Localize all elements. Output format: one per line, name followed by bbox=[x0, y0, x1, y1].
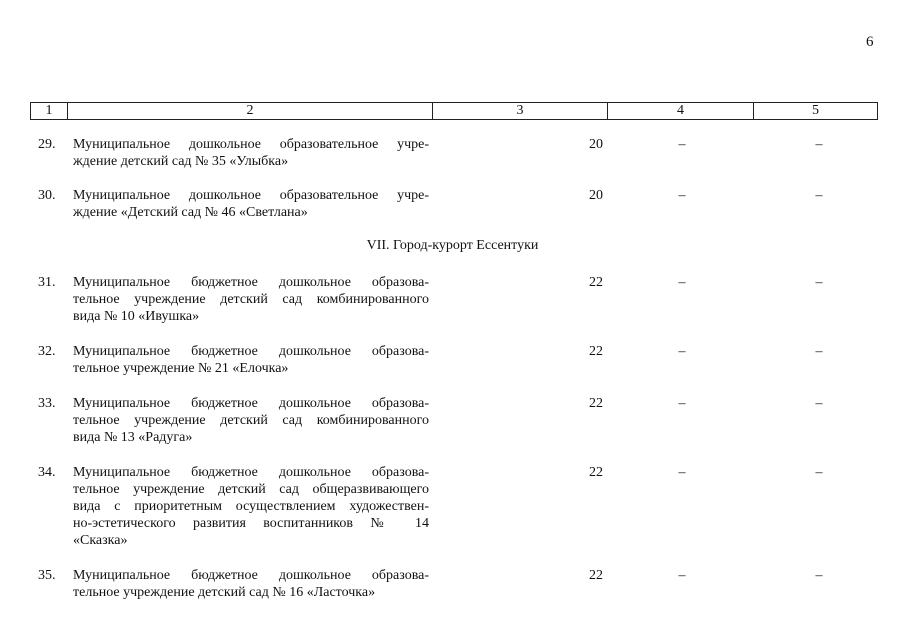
col-4-value: – bbox=[678, 465, 686, 480]
header-col-5: 5 bbox=[812, 103, 819, 118]
col-3-value: 20 bbox=[589, 188, 603, 203]
institution-name-line: тельное учреждение детский сад № 16 «Ласточка» bbox=[73, 585, 376, 600]
col-4-value: – bbox=[678, 344, 686, 359]
institution-name-line: тельное учреждение детский сад комбинированного bbox=[73, 413, 429, 428]
institution-name-line: вида № 13 «Радуга» bbox=[73, 430, 193, 445]
institution-name-line: тельное учреждение № 21 «Елочка» bbox=[73, 361, 289, 376]
col-5-value: – bbox=[815, 344, 823, 359]
institution-name bbox=[73, 274, 429, 325]
row-number: 29. bbox=[38, 137, 56, 152]
header-col-3: 3 bbox=[433, 103, 608, 119]
row-number: 32. bbox=[38, 344, 56, 359]
col-5-value: – bbox=[815, 137, 823, 152]
col-4-value: – bbox=[678, 275, 686, 290]
institution-name bbox=[73, 464, 429, 549]
institution-name-line: «Сказка» bbox=[73, 533, 128, 548]
institution-name-line: вида с приоритетным осуществлением художествен- bbox=[73, 499, 429, 514]
col-3-value: 20 bbox=[589, 137, 603, 152]
institution-name-line: Муниципальное бюджетное дошкольное образова- bbox=[73, 568, 429, 583]
institution-name-line: тельное учреждение детский сад общеразвивающего bbox=[73, 482, 429, 497]
row-number: 30. bbox=[38, 188, 56, 203]
col-3-value: 22 bbox=[589, 465, 603, 480]
institution-name-line: тельное учреждение детский сад комбинированного bbox=[73, 292, 429, 307]
institution-name-line: ждение «Детский сад № 46 «Светлана» bbox=[73, 205, 308, 220]
col-3-value: 22 bbox=[589, 568, 603, 583]
institution-name bbox=[73, 187, 429, 221]
row-number: 33. bbox=[38, 396, 56, 411]
row-number: 34. bbox=[38, 465, 56, 480]
col-4-value: – bbox=[678, 137, 686, 152]
section-title: VII. Город-курорт Ессентуки bbox=[366, 238, 539, 253]
institution-name bbox=[73, 343, 429, 377]
col-4-value: – bbox=[678, 396, 686, 411]
col-5-value: – bbox=[815, 465, 823, 480]
institution-name-line: Муниципальное бюджетное дошкольное образова- bbox=[73, 275, 429, 290]
header-col-2: 2 bbox=[68, 103, 433, 119]
col-4-value: – bbox=[678, 188, 686, 203]
col-3-value: 22 bbox=[589, 344, 603, 359]
page-number: 6 bbox=[866, 34, 874, 50]
header-col-1: 1 bbox=[31, 103, 68, 119]
institution-name-line: но-эстетического развития воспитанников № 14 bbox=[73, 516, 429, 531]
institution-name-line: вида № 10 «Ивушка» bbox=[73, 309, 200, 324]
row-number: 35. bbox=[38, 568, 56, 583]
institution-name-line: Муниципальное бюджетное дошкольное образова- bbox=[73, 344, 429, 359]
institution-name bbox=[73, 567, 429, 601]
col-5-value: – bbox=[815, 275, 823, 290]
col-4-value: – bbox=[678, 568, 686, 583]
institution-name-line: Муниципальное бюджетное дошкольное образова- bbox=[73, 396, 429, 411]
col-5-value: – bbox=[815, 396, 823, 411]
col-5-value: – bbox=[815, 568, 823, 583]
table-header bbox=[30, 102, 878, 120]
row-number: 31. bbox=[38, 275, 56, 290]
col-3-value: 22 bbox=[589, 396, 603, 411]
col-3-value: 22 bbox=[589, 275, 603, 290]
institution-name-line: Муниципальное дошкольное образовательное учре- bbox=[73, 137, 429, 152]
institution-name bbox=[73, 395, 429, 446]
institution-name-line: ждение детский сад № 35 «Улыбка» bbox=[73, 154, 289, 169]
institution-name-line: Муниципальное дошкольное образовательное учре- bbox=[73, 188, 429, 203]
institution-name bbox=[73, 136, 429, 170]
header-col-4: 4 bbox=[608, 103, 754, 119]
institution-name-line: Муниципальное бюджетное дошкольное образова- bbox=[73, 465, 429, 480]
col-5-value: – bbox=[815, 188, 823, 203]
